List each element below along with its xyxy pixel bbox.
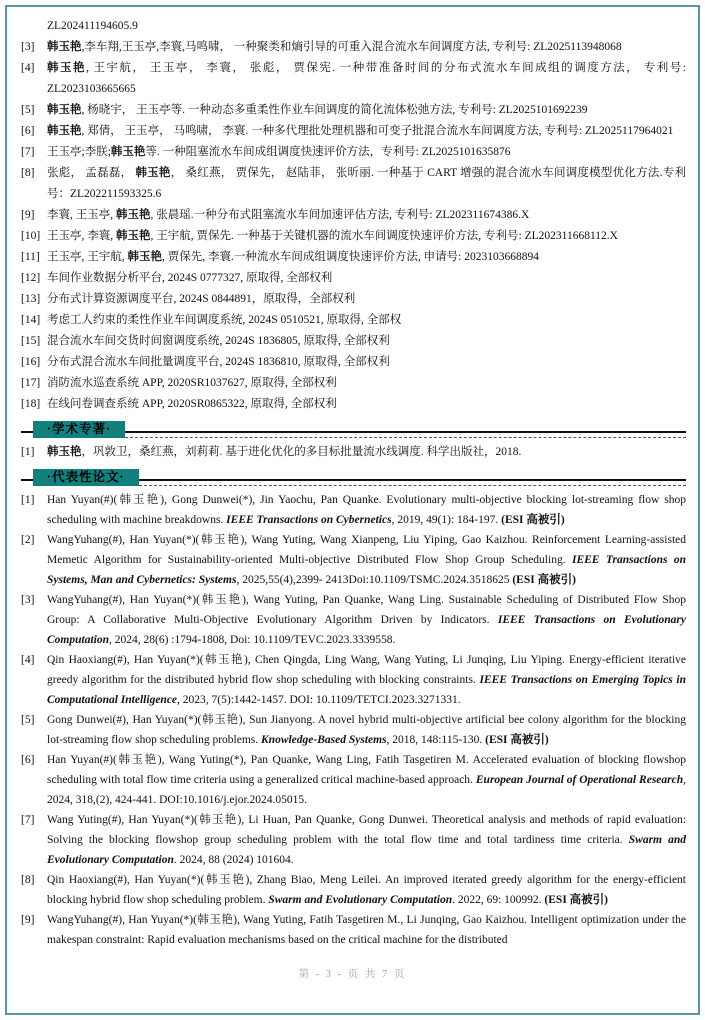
list-item xyxy=(21,910,686,950)
section-header-monograph xyxy=(21,419,686,438)
item-text: 韩玉艳,李车翔,王玉亭,李寰,马鸣啸， 一种聚类和熵引导的可重入混合流水车间调度方法, 专利号: ZL2025113948068 xyxy=(47,41,622,53)
item-number: [4] xyxy=(21,62,35,74)
patent-continuation-line: ZL202411194605.9 xyxy=(47,20,138,32)
item-number: [16] xyxy=(21,356,41,368)
item-number: [3] xyxy=(21,594,35,606)
item-text: Gong Dunwei(#), Han Yuyan(*)(韩玉艳), Sun Jianyong. A novel hybrid multi-objective artificial bee colony algorithm for the blocking lot-streaming flow shop scheduling problems. Knowledge-Based Systems, 2018, 148:115-130. (ESI 高被引) xyxy=(47,714,686,746)
item-number: [1] xyxy=(21,446,35,458)
list-item xyxy=(21,530,686,590)
item-number: [9] xyxy=(21,914,35,926)
list-item xyxy=(21,247,686,268)
list-item xyxy=(21,289,686,310)
monograph-list xyxy=(21,442,686,463)
item-number: [6] xyxy=(21,754,35,766)
list-item xyxy=(21,590,686,650)
item-text: Qin Haoxiang(#), Han Yuyan(*)(韩玉艳), Chen Qingda, Ling Wang, Wang Yuting, Li Junqing, Liu Yiping. Energy-efficient iterative greedy algorithm for the distributed hybrid flow shop scheduling with blocking constraints. IEEE Transactions on Emerging Topics in Computational Intelligence, 2023, 7(5):1442-1457. DOI: 10.1109/TETCI.2023.3271331. xyxy=(47,654,686,706)
rule-line xyxy=(139,479,686,486)
item-text: 分布式混合流水车间批量调度平台, 2024S 1836810, 原取得, 全部权利 xyxy=(47,356,390,368)
list-item xyxy=(21,58,686,100)
item-text: 分布式计算资源调度平台, 2024S 0844891，原取得，全部权利 xyxy=(47,293,356,305)
item-text: Wang Yuting(#), Han Yuyan(*)(韩玉艳), Li Huan, Pan Quanke, Gong Dunwei. Theoretical analysis and methods of rapid evaluation: Solving the blocking flowshop group scheduling problem with the total flow time and total tardiness time criteria. Swarm and Evolutionary Computation. 2024, 88 (2024) 101604. xyxy=(47,814,686,866)
item-number: [8] xyxy=(21,167,35,179)
item-text: WangYuhang(#), Han Yuyan(*)(韩玉艳), Wang Yuting, Fatih Tasgetiren M., Li Junqing, Gao Kaizhou. Intelligent optimization under the makespan constraint: Rapid evaluation mechanisms based on the critical machine for the distributed xyxy=(47,914,686,946)
list-item xyxy=(21,352,686,373)
item-text: 张彪， 孟磊磊， 韩玉艳， 桑红燕， 贾保先， 赵陆菲， 张昕丽. 一种基于 CART 增强的混合流水车间调度模型优化方法.专利号：ZL202211593325.6 xyxy=(47,167,686,200)
item-text: WangYuhang(#), Han Yuyan(*)(韩玉艳), Wang Yuting, Pan Quanke, Wang Ling. Sustainable Scheduling of Distributed Flow Shop Group: A Collaborative Multi-Objective Evolutionary Algorithm Driven by Indicators. IEEE Transactions on Evolutionary Computation, 2024, 28(6) :1794-1808, Doi: 10.1109/TEVC.2023.3339558. xyxy=(47,594,686,646)
item-number: [14] xyxy=(21,314,41,326)
item-text: 考虑工人约束的柔性作业车间调度系统, 2024S 0510521, 原取得, 全部权 xyxy=(47,314,402,326)
item-number: [18] xyxy=(21,398,41,410)
list-item xyxy=(21,163,686,205)
item-number: [8] xyxy=(21,874,35,886)
list-item xyxy=(21,650,686,710)
patent-list xyxy=(21,37,686,415)
paper-list xyxy=(21,490,686,950)
item-text: 韩玉艳, 郑倩， 王玉亭， 马鸣啸， 李寰. 一种多代理批处理机器和可变子批混合流水车间调度方法, 专利号: ZL2025117964021 xyxy=(47,125,674,137)
item-text: Han Yuyan(#)(韩玉艳), Gong Dunwei(*), Jin Yaochu, Pan Quanke. Evolutionary multi-objective blocking lot-streaming flow shop scheduling with machine breakdowns. IEEE Transactions on Cybernetics, 2019, 49(1): 184-197. (ESI 高被引) xyxy=(47,494,686,526)
section-title-papers: ·代表性论文· xyxy=(33,469,139,486)
item-text: Qin Haoxiang(#), Han Yuyan(*)(韩玉艳), Zhang Biao, Meng Leilei. An improved iterated greedy algorithm for the energy-efficient blocking hybrid flow shop scheduling problem. Swarm and Evolutionary Computation. 2022, 69: 100992. (ESI 高被引) xyxy=(47,874,686,906)
section-title-monograph: ·学术专著· xyxy=(33,421,125,438)
item-text: 韩玉艳, 王宇航， 王玉亭， 李寰， 张彪， 贾保宪. 一种带准备时间的分布式流水车间成组的调度方法， 专利号: ZL2023103665665 xyxy=(47,62,686,95)
item-text: 王玉亭;李朕;韩玉艳等. 一种阻塞流水车间成组调度快速评价方法，专利号: ZL2025101635876 xyxy=(47,146,511,158)
item-text: 韩玉艳, 杨晓宇， 王玉亭等. 一种动态多重柔性作业车间调度的简化流体松弛方法, 专利号: ZL2025101692239 xyxy=(47,104,588,116)
item-number: [2] xyxy=(21,534,35,546)
list-item xyxy=(21,310,686,331)
item-number: [17] xyxy=(21,377,41,389)
list-item xyxy=(21,394,686,415)
item-number: [7] xyxy=(21,146,35,158)
item-number: [3] xyxy=(21,41,35,53)
list-item xyxy=(21,442,686,463)
list-item xyxy=(21,205,686,226)
item-number: [12] xyxy=(21,272,41,284)
item-text: WangYuhang(#), Han Yuyan(*)(韩玉艳), Wang Yuting, Wang Xianpeng, Liu Yiping, Gao Kaizhou. Reinforcement Learning-assisted Memetic Algorithm for Sustainability-oriented Multi-objective Distributed Flow Shop Group Scheduling. IEEE Transactions on Systems, Man and Cybernetics: Systems, 2025,55(4),2399- 2413Doi:10.1109/TSMC.2024.3518625 (ESI 高被引) xyxy=(47,534,686,586)
item-number: [9] xyxy=(21,209,35,221)
list-item xyxy=(21,142,686,163)
item-number: [10] xyxy=(21,230,41,242)
item-text: 王玉亭, 王宇航, 韩玉艳, 贾保先, 李寰.一种流水车间成组调度快速评价方法, 申请号: 2023103668894 xyxy=(47,251,539,263)
item-number: [13] xyxy=(21,293,41,305)
item-text: 消防流水巡查系统 APP, 2020SR1037627, 原取得, 全部权利 xyxy=(47,377,337,389)
item-text: 韩玉艳，巩敦卫，桑红燕，刘莉莉. 基于进化优化的多目标批量流水线调度. 科学出版社，2018. xyxy=(47,446,522,458)
list-item xyxy=(21,226,686,247)
item-number: [5] xyxy=(21,714,35,726)
list-item xyxy=(21,810,686,870)
item-number: [11] xyxy=(21,251,40,263)
item-text: 在线问卷调查系统 APP, 2020SR0865322, 原取得, 全部权利 xyxy=(47,398,337,410)
list-item xyxy=(21,37,686,58)
list-item xyxy=(21,490,686,530)
rule-stub xyxy=(21,479,33,486)
item-number: [5] xyxy=(21,104,35,116)
rule-line xyxy=(125,431,686,438)
rule-stub xyxy=(21,431,33,438)
list-item xyxy=(21,100,686,121)
item-text: 王玉亭, 李寰, 韩玉艳, 王宇航, 贾保先. 一种基于关键机器的流水车间调度快速评价方法, 专利号: ZL202311668112.X xyxy=(47,230,618,242)
item-number: [4] xyxy=(21,654,35,666)
list-item xyxy=(21,750,686,810)
item-number: [1] xyxy=(21,494,35,506)
page-border-frame xyxy=(5,5,700,1015)
item-text: Han Yuyan(#)(韩玉艳), Wang Yuting(*), Pan Quanke, Wang Ling, Fatih Tasgetiren M. Accelerated evaluation of blocking flowshop scheduling with total flow time criteria using a generalized critical machine-based approach. European Journal of Operational Research, 2024, 318,(2), 424-441. DOI:10.1016/j.ejor.2024.05015. xyxy=(47,754,686,806)
list-item xyxy=(21,121,686,142)
item-text: 车间作业数据分析平台, 2024S 0777327, 原取得, 全部权利 xyxy=(47,272,333,284)
section-header-papers xyxy=(21,467,686,486)
list-item xyxy=(21,331,686,352)
list-item xyxy=(21,870,686,910)
item-text: 李寰, 王玉亭, 韩玉艳, 张晨瑶.一种分布式阻塞流水车间加速评估方法, 专利号: ZL202311674386.X xyxy=(47,209,530,221)
page-number-footer: 第 - 3 - 页 共 7 页 xyxy=(298,969,407,980)
item-number: [6] xyxy=(21,125,35,137)
list-item xyxy=(21,268,686,289)
item-number: [7] xyxy=(21,814,35,826)
list-item xyxy=(21,710,686,750)
item-text: 混合流水车间交货时间窗调度系统, 2024S 1836805, 原取得, 全部权利 xyxy=(47,335,390,347)
list-item xyxy=(21,373,686,394)
item-number: [15] xyxy=(21,335,41,347)
